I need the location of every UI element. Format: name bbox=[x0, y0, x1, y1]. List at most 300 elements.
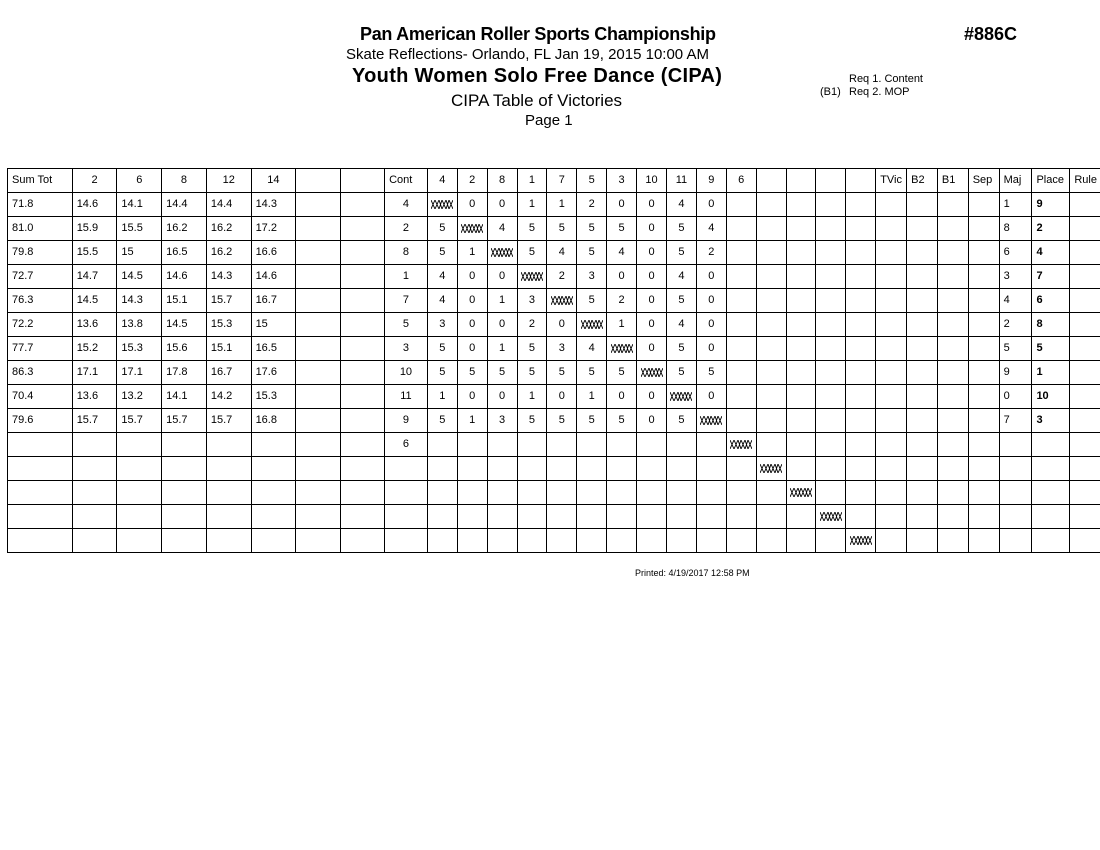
victory-count-cell bbox=[487, 505, 517, 529]
rule-cell bbox=[1070, 433, 1100, 457]
victory-count-cell bbox=[517, 505, 547, 529]
table-row bbox=[8, 361, 1100, 385]
victory-count-cell bbox=[816, 217, 846, 241]
victory-count-cell: 4 bbox=[666, 265, 696, 289]
judge-score-cell bbox=[117, 433, 162, 457]
self-comparison-cell bbox=[846, 529, 876, 553]
majority-cell: 3 bbox=[999, 265, 1032, 289]
cross-hatch-mark bbox=[641, 368, 663, 377]
column-header: 2 bbox=[457, 169, 487, 193]
requirement-prefix: (B1) bbox=[820, 86, 841, 98]
victory-count-cell: 0 bbox=[547, 385, 577, 409]
cross-hatch-mark bbox=[730, 440, 752, 449]
judge-score-cell bbox=[340, 217, 384, 241]
victory-count-cell bbox=[666, 529, 696, 553]
victory-count-cell: 1 bbox=[607, 313, 637, 337]
tvic-cell bbox=[876, 385, 907, 409]
judge-score-cell bbox=[296, 481, 340, 505]
victory-count-cell: 5 bbox=[666, 361, 696, 385]
column-header: 2 bbox=[72, 169, 117, 193]
sep-cell bbox=[968, 481, 999, 505]
majority-cell: 4 bbox=[999, 289, 1032, 313]
victory-count-cell bbox=[816, 529, 846, 553]
victory-count-cell bbox=[786, 529, 816, 553]
requirement-line bbox=[820, 73, 923, 86]
rule-cell bbox=[1070, 241, 1100, 265]
majority-cell: 8 bbox=[999, 217, 1032, 241]
judge-score-cell: 16.7 bbox=[251, 289, 296, 313]
judge-score-cell: 13.6 bbox=[72, 385, 117, 409]
majority-cell bbox=[999, 529, 1032, 553]
victory-count-cell: 5 bbox=[517, 241, 547, 265]
victory-count-cell bbox=[666, 505, 696, 529]
victory-count-cell: 4 bbox=[427, 265, 457, 289]
column-header bbox=[846, 169, 876, 193]
victory-count-cell: 0 bbox=[637, 217, 667, 241]
judge-score-cell: 14.4 bbox=[162, 193, 207, 217]
cross-hatch-mark bbox=[790, 488, 812, 497]
victory-count-cell: 0 bbox=[696, 313, 726, 337]
victory-count-cell bbox=[637, 457, 667, 481]
judge-score-cell bbox=[206, 457, 251, 481]
judge-score-cell: 15.5 bbox=[72, 241, 117, 265]
sep-cell bbox=[968, 217, 999, 241]
victory-count-cell bbox=[577, 505, 607, 529]
tvic-cell bbox=[876, 265, 907, 289]
judge-score-cell bbox=[340, 481, 384, 505]
judge-score-cell bbox=[117, 457, 162, 481]
victory-count-cell bbox=[756, 433, 786, 457]
sum-total-cell bbox=[8, 433, 73, 457]
rule-cell bbox=[1070, 529, 1100, 553]
requirement-text: Req 1. Content bbox=[849, 73, 923, 85]
sep-cell bbox=[968, 289, 999, 313]
victory-count-cell: 0 bbox=[457, 385, 487, 409]
victory-count-cell bbox=[726, 193, 756, 217]
victory-count-cell bbox=[607, 481, 637, 505]
division-title: Youth Women Solo Free Dance (CIPA) bbox=[352, 65, 723, 87]
judge-score-cell bbox=[296, 289, 340, 313]
column-header bbox=[296, 169, 340, 193]
judge-score-cell bbox=[340, 313, 384, 337]
victory-count-cell bbox=[517, 529, 547, 553]
column-header bbox=[816, 169, 846, 193]
column-header bbox=[340, 169, 384, 193]
victory-count-cell bbox=[517, 481, 547, 505]
judge-score-cell bbox=[340, 433, 384, 457]
b2-cell bbox=[907, 481, 938, 505]
contestant-cell: 7 bbox=[385, 289, 428, 313]
judge-score-cell bbox=[340, 361, 384, 385]
cross-hatch-mark bbox=[461, 224, 483, 233]
judge-score-cell bbox=[251, 433, 296, 457]
b1-cell bbox=[937, 457, 968, 481]
victory-count-cell bbox=[577, 481, 607, 505]
judge-score-cell bbox=[296, 505, 340, 529]
victory-count-cell bbox=[547, 505, 577, 529]
column-header: Place bbox=[1032, 169, 1070, 193]
self-comparison-cell bbox=[816, 505, 846, 529]
contestant-cell: 9 bbox=[385, 409, 428, 433]
victory-count-cell bbox=[577, 529, 607, 553]
judge-score-cell: 14.6 bbox=[72, 193, 117, 217]
victory-count-cell bbox=[846, 481, 876, 505]
contestant-cell: 6 bbox=[385, 433, 428, 457]
victory-count-cell: 5 bbox=[427, 217, 457, 241]
column-header: 6 bbox=[117, 169, 162, 193]
victories-table-container bbox=[7, 168, 1100, 553]
majority-cell: 9 bbox=[999, 361, 1032, 385]
victory-count-cell bbox=[756, 385, 786, 409]
victory-count-cell bbox=[756, 409, 786, 433]
victory-count-cell: 0 bbox=[547, 313, 577, 337]
place-cell bbox=[1032, 457, 1070, 481]
b2-cell bbox=[907, 337, 938, 361]
victory-count-cell: 3 bbox=[487, 409, 517, 433]
judge-score-cell bbox=[206, 481, 251, 505]
victory-count-cell: 5 bbox=[517, 217, 547, 241]
column-header: 9 bbox=[696, 169, 726, 193]
b1-cell bbox=[937, 265, 968, 289]
victory-count-cell bbox=[756, 193, 786, 217]
victory-count-cell bbox=[726, 289, 756, 313]
place-cell: 7 bbox=[1032, 265, 1070, 289]
victory-count-cell bbox=[457, 481, 487, 505]
column-header: Maj bbox=[999, 169, 1032, 193]
judge-score-cell bbox=[340, 289, 384, 313]
contestant-cell bbox=[385, 505, 428, 529]
victory-count-cell bbox=[427, 529, 457, 553]
b1-cell bbox=[937, 505, 968, 529]
judge-score-cell bbox=[296, 337, 340, 361]
victory-count-cell: 0 bbox=[637, 241, 667, 265]
victory-count-cell: 0 bbox=[457, 313, 487, 337]
judge-score-cell bbox=[296, 265, 340, 289]
self-comparison-cell bbox=[607, 337, 637, 361]
self-comparison-cell bbox=[696, 409, 726, 433]
column-header: Sep bbox=[968, 169, 999, 193]
contestant-cell bbox=[385, 457, 428, 481]
self-comparison-cell bbox=[517, 265, 547, 289]
table-row bbox=[8, 313, 1100, 337]
table-header-row bbox=[8, 169, 1100, 193]
victory-count-cell: 5 bbox=[666, 217, 696, 241]
table-row bbox=[8, 241, 1100, 265]
sep-cell bbox=[968, 265, 999, 289]
judge-score-cell: 17.8 bbox=[162, 361, 207, 385]
tvic-cell bbox=[876, 481, 907, 505]
contestant-cell bbox=[385, 481, 428, 505]
victory-count-cell: 3 bbox=[577, 265, 607, 289]
self-comparison-cell bbox=[637, 361, 667, 385]
judge-score-cell: 15.1 bbox=[162, 289, 207, 313]
judge-score-cell: 16.8 bbox=[251, 409, 296, 433]
victory-count-cell: 5 bbox=[427, 361, 457, 385]
victory-count-cell bbox=[607, 457, 637, 481]
tvic-cell bbox=[876, 289, 907, 313]
b1-cell bbox=[937, 433, 968, 457]
victory-count-cell bbox=[846, 289, 876, 313]
victory-count-cell bbox=[547, 457, 577, 481]
contestant-cell: 3 bbox=[385, 337, 428, 361]
tvic-cell bbox=[876, 457, 907, 481]
judge-score-cell bbox=[296, 457, 340, 481]
victory-count-cell bbox=[756, 481, 786, 505]
self-comparison-cell bbox=[756, 457, 786, 481]
table-row bbox=[8, 265, 1100, 289]
judge-score-cell: 16.2 bbox=[162, 217, 207, 241]
victory-count-cell bbox=[756, 505, 786, 529]
victory-count-cell bbox=[816, 481, 846, 505]
column-header: 4 bbox=[427, 169, 457, 193]
b2-cell bbox=[907, 529, 938, 553]
victory-count-cell bbox=[756, 289, 786, 313]
victory-count-cell: 0 bbox=[637, 265, 667, 289]
tvic-cell bbox=[876, 193, 907, 217]
self-comparison-cell bbox=[427, 193, 457, 217]
judge-score-cell: 13.8 bbox=[117, 313, 162, 337]
victory-count-cell: 5 bbox=[427, 241, 457, 265]
victory-count-cell bbox=[637, 433, 667, 457]
table-row bbox=[8, 193, 1100, 217]
cross-hatch-mark bbox=[820, 512, 842, 521]
victory-count-cell bbox=[487, 457, 517, 481]
victory-count-cell bbox=[427, 433, 457, 457]
majority-cell: 0 bbox=[999, 385, 1032, 409]
b2-cell bbox=[907, 361, 938, 385]
victory-count-cell bbox=[846, 361, 876, 385]
victory-count-cell: 1 bbox=[547, 193, 577, 217]
table-row bbox=[8, 529, 1100, 553]
victory-count-cell: 4 bbox=[666, 193, 696, 217]
victory-count-cell bbox=[457, 505, 487, 529]
self-comparison-cell bbox=[487, 241, 517, 265]
sum-total-cell bbox=[8, 457, 73, 481]
victory-count-cell bbox=[726, 361, 756, 385]
victory-count-cell bbox=[846, 313, 876, 337]
victory-count-cell bbox=[786, 313, 816, 337]
sep-cell bbox=[968, 337, 999, 361]
judge-score-cell: 14.1 bbox=[117, 193, 162, 217]
judge-score-cell: 15.3 bbox=[117, 337, 162, 361]
judge-score-cell: 14.7 bbox=[72, 265, 117, 289]
b1-cell bbox=[937, 289, 968, 313]
rule-cell bbox=[1070, 361, 1100, 385]
table-row bbox=[8, 457, 1100, 481]
victory-count-cell bbox=[457, 529, 487, 553]
victory-count-cell bbox=[786, 193, 816, 217]
b2-cell bbox=[907, 193, 938, 217]
judge-score-cell bbox=[296, 529, 340, 553]
sep-cell bbox=[968, 313, 999, 337]
victory-count-cell: 5 bbox=[547, 409, 577, 433]
judge-score-cell bbox=[340, 385, 384, 409]
victory-count-cell: 0 bbox=[607, 265, 637, 289]
sep-cell bbox=[968, 241, 999, 265]
rule-cell bbox=[1070, 193, 1100, 217]
victory-count-cell bbox=[547, 433, 577, 457]
sep-cell bbox=[968, 505, 999, 529]
judge-score-cell bbox=[251, 481, 296, 505]
rule-cell bbox=[1070, 217, 1100, 241]
judge-score-cell bbox=[251, 457, 296, 481]
victory-count-cell bbox=[427, 481, 457, 505]
self-comparison-cell bbox=[547, 289, 577, 313]
victory-count-cell bbox=[726, 265, 756, 289]
table-row bbox=[8, 481, 1100, 505]
victory-count-cell: 5 bbox=[427, 409, 457, 433]
requirements-legend bbox=[820, 73, 923, 99]
sep-cell bbox=[968, 361, 999, 385]
sum-total-cell bbox=[8, 529, 73, 553]
judge-score-cell: 14.2 bbox=[206, 385, 251, 409]
victory-count-cell: 1 bbox=[457, 241, 487, 265]
judge-score-cell: 15.2 bbox=[72, 337, 117, 361]
victory-count-cell bbox=[816, 289, 846, 313]
judge-score-cell: 16.2 bbox=[206, 241, 251, 265]
rule-cell bbox=[1070, 385, 1100, 409]
majority-cell: 1 bbox=[999, 193, 1032, 217]
sum-total-cell: 76.3 bbox=[8, 289, 73, 313]
rule-cell bbox=[1070, 481, 1100, 505]
victory-count-cell bbox=[726, 217, 756, 241]
judge-score-cell bbox=[251, 505, 296, 529]
judge-score-cell: 13.6 bbox=[72, 313, 117, 337]
self-comparison-cell bbox=[726, 433, 756, 457]
column-header bbox=[786, 169, 816, 193]
place-cell: 8 bbox=[1032, 313, 1070, 337]
judge-score-cell: 15.7 bbox=[72, 409, 117, 433]
victory-count-cell: 1 bbox=[577, 385, 607, 409]
judge-score-cell bbox=[162, 433, 207, 457]
place-cell: 2 bbox=[1032, 217, 1070, 241]
majority-cell: 2 bbox=[999, 313, 1032, 337]
judge-score-cell bbox=[296, 193, 340, 217]
victory-count-cell bbox=[786, 361, 816, 385]
victory-count-cell: 0 bbox=[637, 385, 667, 409]
tvic-cell bbox=[876, 409, 907, 433]
victory-count-cell: 5 bbox=[577, 217, 607, 241]
sep-cell bbox=[968, 529, 999, 553]
victory-count-cell bbox=[666, 481, 696, 505]
victory-count-cell: 5 bbox=[607, 217, 637, 241]
victory-count-cell bbox=[816, 241, 846, 265]
victory-count-cell bbox=[637, 505, 667, 529]
place-cell: 3 bbox=[1032, 409, 1070, 433]
judge-score-cell bbox=[340, 193, 384, 217]
judge-score-cell bbox=[296, 385, 340, 409]
victory-count-cell: 0 bbox=[457, 337, 487, 361]
victory-count-cell: 0 bbox=[487, 265, 517, 289]
judge-score-cell bbox=[117, 505, 162, 529]
cross-hatch-mark bbox=[431, 200, 453, 209]
victory-count-cell bbox=[756, 529, 786, 553]
place-cell bbox=[1032, 433, 1070, 457]
place-cell: 10 bbox=[1032, 385, 1070, 409]
victory-count-cell bbox=[846, 193, 876, 217]
victory-count-cell bbox=[577, 457, 607, 481]
victory-count-cell bbox=[786, 385, 816, 409]
table-row bbox=[8, 409, 1100, 433]
self-comparison-cell bbox=[666, 385, 696, 409]
b1-cell bbox=[937, 529, 968, 553]
victory-count-cell bbox=[726, 409, 756, 433]
rule-cell bbox=[1070, 505, 1100, 529]
judge-score-cell bbox=[162, 457, 207, 481]
victory-count-cell bbox=[726, 313, 756, 337]
victory-count-cell: 3 bbox=[427, 313, 457, 337]
victory-count-cell: 0 bbox=[696, 337, 726, 361]
table-row bbox=[8, 505, 1100, 529]
column-header: B2 bbox=[907, 169, 938, 193]
victory-count-cell bbox=[816, 193, 846, 217]
place-cell bbox=[1032, 481, 1070, 505]
victory-count-cell bbox=[696, 457, 726, 481]
column-header: 14 bbox=[251, 169, 296, 193]
cross-hatch-mark bbox=[850, 536, 872, 545]
sum-total-cell: 72.7 bbox=[8, 265, 73, 289]
victory-count-cell bbox=[846, 217, 876, 241]
judge-score-cell bbox=[162, 481, 207, 505]
column-header: B1 bbox=[937, 169, 968, 193]
victory-count-cell bbox=[786, 337, 816, 361]
judge-score-cell: 14.3 bbox=[206, 265, 251, 289]
judge-score-cell bbox=[251, 529, 296, 553]
rule-cell bbox=[1070, 409, 1100, 433]
b1-cell bbox=[937, 193, 968, 217]
cross-hatch-mark bbox=[611, 344, 633, 353]
victory-count-cell bbox=[517, 457, 547, 481]
judge-score-cell bbox=[296, 361, 340, 385]
judge-score-cell: 14.6 bbox=[251, 265, 296, 289]
b1-cell bbox=[937, 337, 968, 361]
column-header: Cont bbox=[385, 169, 428, 193]
sum-total-cell bbox=[8, 481, 73, 505]
judge-score-cell bbox=[206, 505, 251, 529]
victory-count-cell: 2 bbox=[696, 241, 726, 265]
cross-hatch-mark bbox=[581, 320, 603, 329]
victory-count-cell bbox=[786, 265, 816, 289]
cross-hatch-mark bbox=[670, 392, 692, 401]
judge-score-cell bbox=[296, 241, 340, 265]
b2-cell bbox=[907, 433, 938, 457]
victory-count-cell bbox=[756, 313, 786, 337]
column-header: 7 bbox=[547, 169, 577, 193]
victory-count-cell: 0 bbox=[637, 193, 667, 217]
judge-score-cell: 14.1 bbox=[162, 385, 207, 409]
sep-cell bbox=[968, 409, 999, 433]
judge-score-cell: 15.7 bbox=[117, 409, 162, 433]
place-cell: 9 bbox=[1032, 193, 1070, 217]
victory-count-cell bbox=[696, 505, 726, 529]
rule-cell bbox=[1070, 337, 1100, 361]
victory-count-cell bbox=[846, 241, 876, 265]
place-cell bbox=[1032, 505, 1070, 529]
victory-count-cell bbox=[547, 481, 577, 505]
b2-cell bbox=[907, 289, 938, 313]
judge-score-cell: 14.6 bbox=[162, 265, 207, 289]
cross-hatch-mark bbox=[551, 296, 573, 305]
b2-cell bbox=[907, 217, 938, 241]
judge-score-cell bbox=[72, 481, 117, 505]
column-header: Sum Tot bbox=[8, 169, 73, 193]
judge-score-cell bbox=[72, 457, 117, 481]
victory-count-cell: 0 bbox=[696, 265, 726, 289]
table-row bbox=[8, 385, 1100, 409]
column-header: 8 bbox=[487, 169, 517, 193]
victory-count-cell: 5 bbox=[577, 409, 607, 433]
victory-count-cell: 5 bbox=[427, 337, 457, 361]
